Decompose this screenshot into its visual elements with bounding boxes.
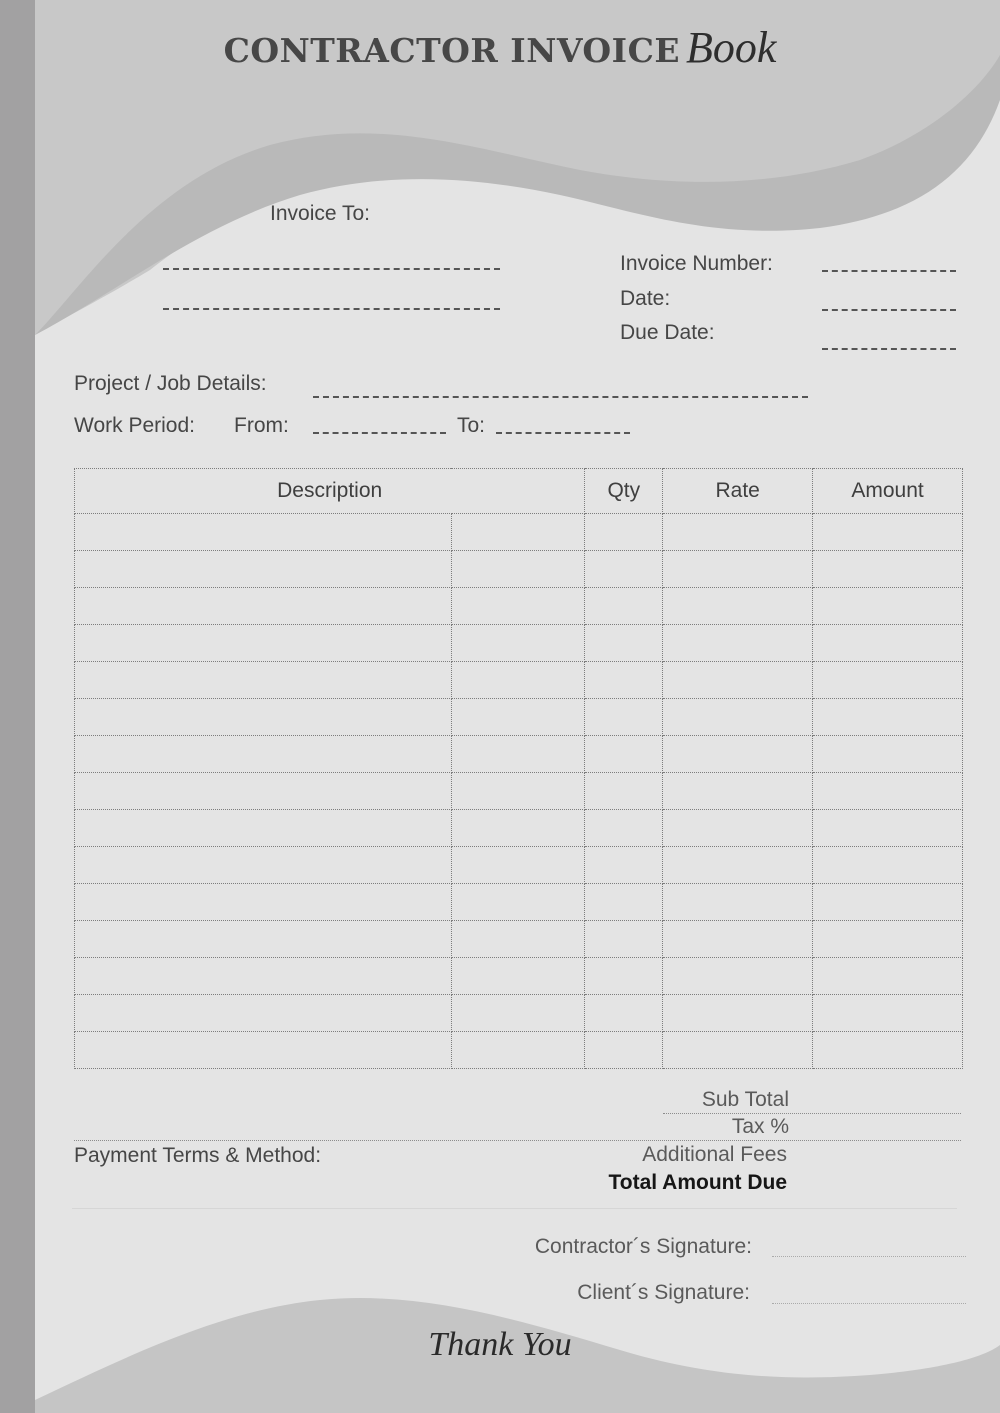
project-details-label: Project / Job Details: (74, 372, 267, 395)
from-label: From: (234, 414, 289, 437)
qty-cell[interactable] (585, 514, 663, 551)
description-cell[interactable] (75, 810, 452, 847)
description-sub-cell[interactable] (451, 699, 585, 736)
rate-cell[interactable] (663, 551, 813, 588)
description-sub-cell[interactable] (451, 551, 585, 588)
table-row (75, 921, 963, 958)
amount-cell[interactable] (813, 773, 963, 810)
rate-cell[interactable] (663, 884, 813, 921)
amount-cell[interactable] (813, 514, 963, 551)
description-cell[interactable] (75, 736, 452, 773)
date-field[interactable] (822, 309, 956, 311)
rate-cell[interactable] (663, 514, 813, 551)
to-label: To: (457, 414, 486, 437)
description-sub-cell[interactable] (451, 625, 585, 662)
rate-cell[interactable] (663, 1032, 813, 1069)
description-sub-cell[interactable] (451, 995, 585, 1032)
amount-cell[interactable] (813, 884, 963, 921)
rate-cell[interactable] (663, 995, 813, 1032)
payment-terms-label: Payment Terms & Method: (74, 1144, 322, 1167)
date-label: Date: (620, 287, 671, 310)
qty-cell[interactable] (585, 699, 663, 736)
sub-total-label: Sub Total (701, 1088, 789, 1111)
description-sub-cell[interactable] (451, 884, 585, 921)
qty-cell[interactable] (585, 810, 663, 847)
title-main-text: CONTRACTOR INVOICE (223, 31, 681, 70)
amount-cell[interactable] (813, 662, 963, 699)
amount-cell[interactable] (813, 995, 963, 1032)
invoice-number-label: Invoice Number: (620, 252, 773, 275)
qty-cell[interactable] (585, 1032, 663, 1069)
amount-cell[interactable] (813, 1032, 963, 1069)
rate-cell[interactable] (663, 921, 813, 958)
invoice-number-field[interactable] (822, 270, 956, 272)
column-header-description: Description (75, 469, 585, 514)
invoice-to-label: Invoice To: (270, 202, 371, 225)
description-sub-cell[interactable] (451, 847, 585, 884)
contractor-signature-label: Contractor´s Signature: (534, 1235, 752, 1258)
amount-cell[interactable] (813, 736, 963, 773)
table-header-row (75, 469, 963, 514)
description-sub-cell[interactable] (451, 810, 585, 847)
tax-line-divider (74, 1140, 961, 1141)
table-row (75, 773, 963, 810)
table-row (75, 736, 963, 773)
client-signature-line[interactable] (772, 1303, 966, 1304)
description-cell[interactable] (75, 958, 452, 995)
tax-label: Tax % (731, 1115, 789, 1138)
description-cell[interactable] (75, 588, 452, 625)
rate-cell[interactable] (663, 773, 813, 810)
rate-cell[interactable] (663, 699, 813, 736)
description-cell[interactable] (75, 773, 452, 810)
rate-cell[interactable] (663, 958, 813, 995)
qty-cell[interactable] (585, 773, 663, 810)
description-sub-cell[interactable] (451, 662, 585, 699)
table-row (75, 514, 963, 551)
table-row (75, 699, 963, 736)
thank-you-text: Thank You (428, 1326, 572, 1363)
work-period-label: Work Period: (74, 414, 195, 437)
description-cell[interactable] (75, 995, 452, 1032)
title-script-text: Book (686, 23, 777, 72)
qty-cell[interactable] (585, 736, 663, 773)
page-title (0, 22, 1000, 73)
rate-cell[interactable] (663, 625, 813, 662)
qty-cell[interactable] (585, 551, 663, 588)
to-date-field[interactable] (496, 432, 630, 434)
due-date-label: Due Date: (620, 321, 715, 344)
rate-cell[interactable] (663, 847, 813, 884)
description-cell[interactable] (75, 662, 452, 699)
section-divider (72, 1208, 957, 1209)
line-items-table (74, 468, 963, 1069)
book-spine (0, 0, 35, 1413)
amount-cell[interactable] (813, 921, 963, 958)
description-cell[interactable] (75, 921, 452, 958)
project-details-field[interactable] (313, 396, 808, 398)
description-sub-cell[interactable] (451, 921, 585, 958)
rate-cell[interactable] (663, 810, 813, 847)
qty-cell[interactable] (585, 995, 663, 1032)
amount-cell[interactable] (813, 588, 963, 625)
description-cell[interactable] (75, 551, 452, 588)
table-row (75, 625, 963, 662)
description-sub-cell[interactable] (451, 773, 585, 810)
table-row (75, 958, 963, 995)
description-cell[interactable] (75, 1032, 452, 1069)
amount-cell[interactable] (813, 551, 963, 588)
description-cell[interactable] (75, 625, 452, 662)
amount-cell[interactable] (813, 699, 963, 736)
description-sub-cell[interactable] (451, 958, 585, 995)
qty-cell[interactable] (585, 588, 663, 625)
amount-cell[interactable] (813, 810, 963, 847)
qty-cell[interactable] (585, 884, 663, 921)
table-row (75, 662, 963, 699)
column-header-amount: Amount (813, 469, 963, 514)
table-row (75, 995, 963, 1032)
rate-cell[interactable] (663, 588, 813, 625)
table-row (75, 884, 963, 921)
qty-cell[interactable] (585, 847, 663, 884)
table-row (75, 588, 963, 625)
table-row (75, 1032, 963, 1069)
amount-cell[interactable] (813, 847, 963, 884)
total-amount-due-label: Total Amount Due (608, 1171, 787, 1194)
additional-fees-label: Additional Fees (642, 1143, 787, 1166)
description-cell[interactable] (75, 847, 452, 884)
rate-cell[interactable] (663, 662, 813, 699)
column-header-rate: Rate (663, 469, 813, 514)
description-sub-cell[interactable] (451, 588, 585, 625)
invoice-to-line-1[interactable] (163, 268, 500, 270)
description-cell[interactable] (75, 699, 452, 736)
table-row (75, 810, 963, 847)
contractor-signature-line[interactable] (772, 1256, 966, 1257)
table-row (75, 847, 963, 884)
qty-cell[interactable] (585, 662, 663, 699)
description-sub-cell[interactable] (451, 736, 585, 773)
due-date-field[interactable] (822, 348, 956, 350)
description-cell[interactable] (75, 514, 452, 551)
description-cell[interactable] (75, 884, 452, 921)
qty-cell[interactable] (585, 921, 663, 958)
column-header-qty: Qty (585, 469, 663, 514)
amount-cell[interactable] (813, 625, 963, 662)
sub-total-line[interactable] (663, 1113, 961, 1114)
amount-cell[interactable] (813, 958, 963, 995)
client-signature-label: Client´s Signature: (577, 1281, 750, 1304)
description-sub-cell[interactable] (451, 1032, 585, 1069)
table-row (75, 551, 963, 588)
qty-cell[interactable] (585, 958, 663, 995)
rate-cell[interactable] (663, 736, 813, 773)
from-date-field[interactable] (313, 432, 446, 434)
invoice-to-line-2[interactable] (163, 308, 500, 310)
description-sub-cell[interactable] (451, 514, 585, 551)
qty-cell[interactable] (585, 625, 663, 662)
